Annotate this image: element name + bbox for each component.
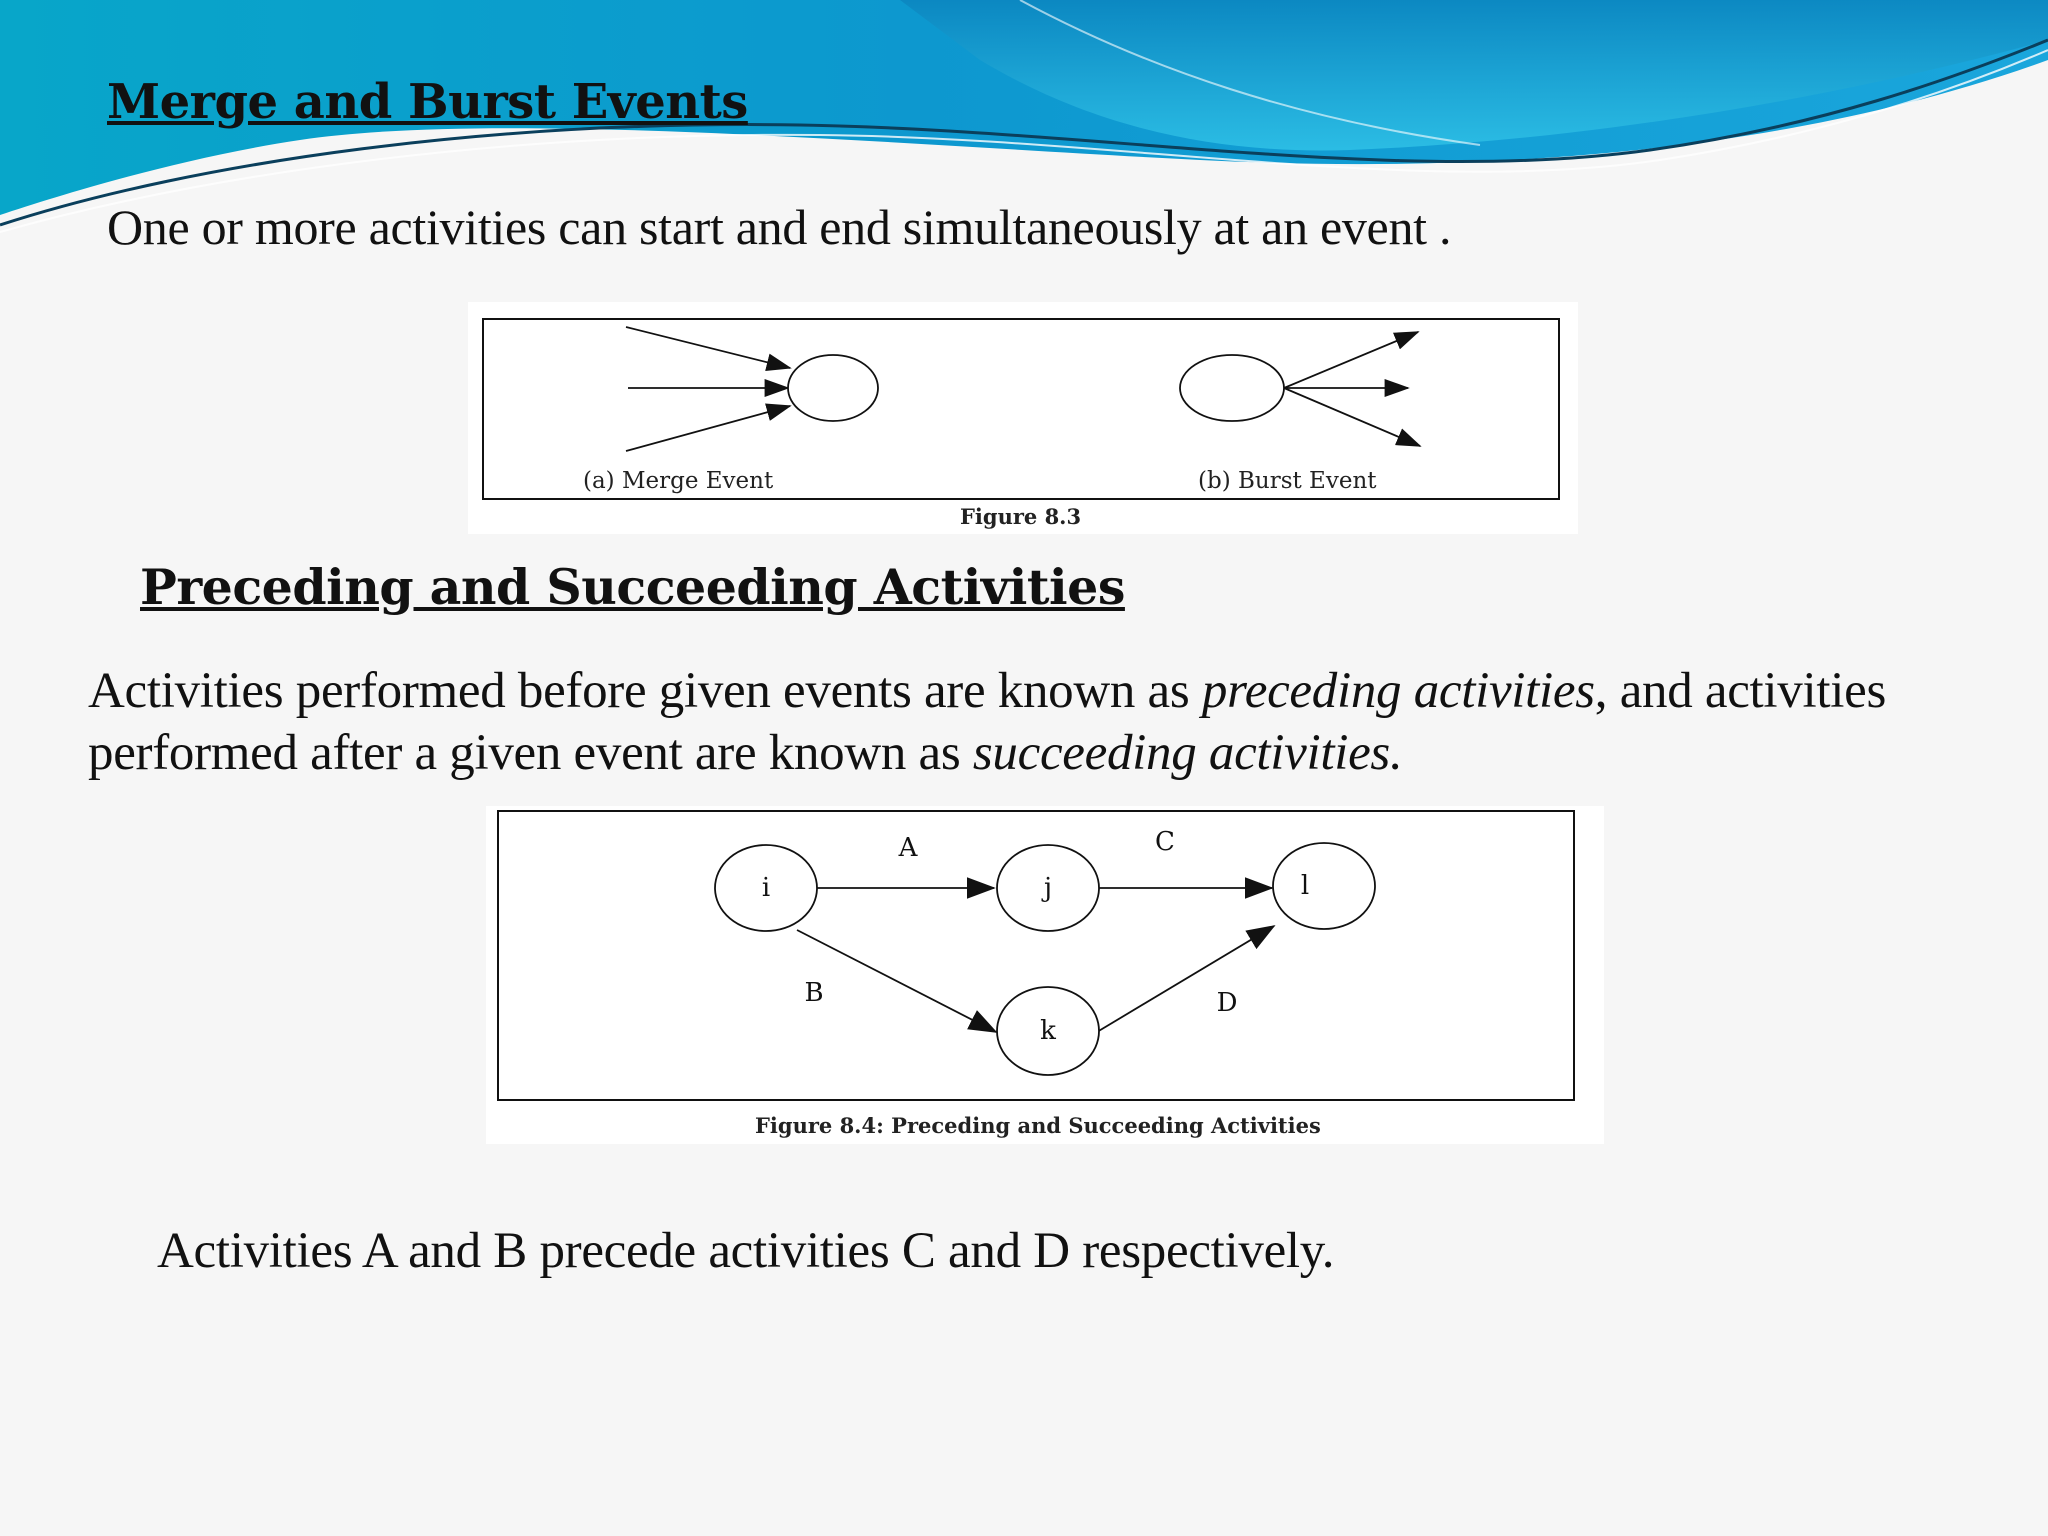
figure-8-3-diagram	[468, 302, 1578, 534]
merge-event-node	[788, 355, 878, 421]
edge-d-label: D	[1216, 988, 1238, 1018]
burst-arrow-top	[1284, 332, 1418, 388]
node-l	[1273, 843, 1375, 929]
edge-a-label: A	[898, 833, 918, 863]
merge-arrow-bottom	[626, 406, 790, 451]
edge-c-label: C	[1155, 827, 1175, 857]
edge-b-label: B	[804, 978, 824, 1008]
merge-event-label: (a) Merge Event	[583, 468, 774, 494]
merge-arrow-top	[626, 327, 790, 368]
edge-b	[797, 930, 996, 1032]
figure-8-4	[486, 806, 1604, 1144]
heading-preceding-succeeding: Preceding and Succeeding Activities	[140, 558, 1125, 616]
burst-arrow-bottom	[1284, 388, 1420, 446]
burst-event-label: (b) Burst Event	[1198, 468, 1377, 494]
node-k-label: k	[1040, 1016, 1056, 1046]
figure-8-4-diagram	[486, 806, 1604, 1144]
burst-event-node	[1180, 355, 1284, 421]
node-i-label: i	[761, 873, 771, 903]
figure-8-3-caption: Figure 8.3	[960, 504, 1082, 529]
edge-d	[1097, 926, 1274, 1032]
paragraph-precedence-summary: Activities A and B precede activities C and D respectively.	[157, 1223, 1335, 1279]
figure-8-3	[468, 302, 1578, 534]
node-j-label: j	[1043, 873, 1053, 903]
node-l-label: l	[1300, 871, 1310, 901]
para2-em-succeeding: succeeding activities.	[972, 725, 1403, 781]
heading-merge-burst: Merge and Burst Events	[107, 74, 748, 130]
para2-text-1: Activities performed before given events are known as	[88, 663, 1202, 719]
paragraph-preceding-succeeding	[88, 660, 1988, 784]
para2-em-preceding: preceding activities	[1201, 663, 1595, 719]
figure-8-4-caption: Figure 8.4: Preceding and Succeeding Activities	[755, 1113, 1321, 1138]
para2-text-2: , and activities performed after a given event are known as	[88, 663, 1886, 781]
paragraph-simultaneous: One or more activities can start and end simultaneously at an event .	[107, 199, 1452, 255]
